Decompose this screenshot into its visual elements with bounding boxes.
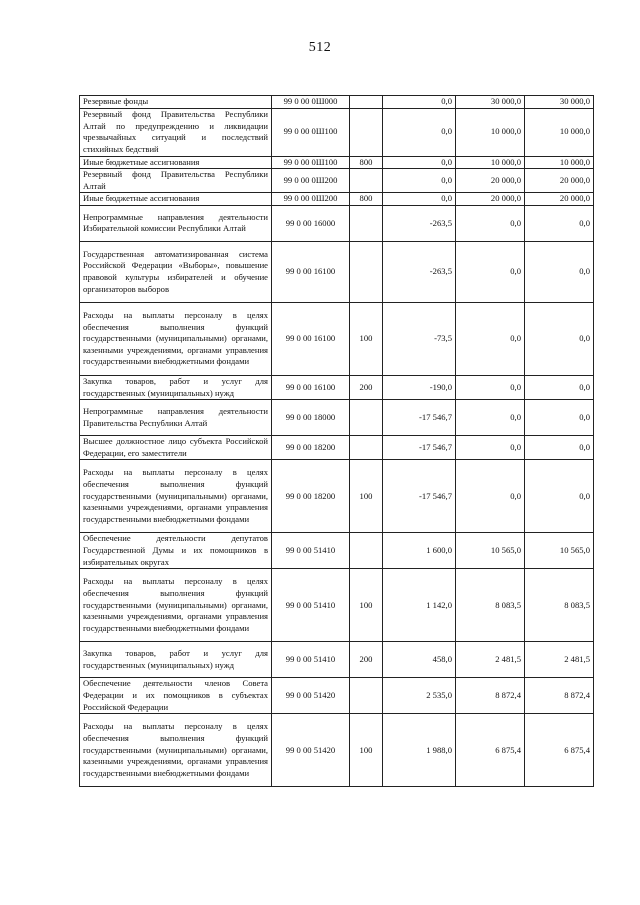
amount-year-2: 20 000,0 <box>456 169 525 193</box>
amount-year-1: -17 546,7 <box>383 436 456 460</box>
row-name-cell: Расходы на выплаты персоналу в целях обеспечения выполнения функций государственными (муниципальными) органами, казенными учреждениями, органами управления государственными внебюджетными фондами <box>80 460 272 533</box>
row-name-cell: Иные бюджетные ассигнования <box>80 193 272 206</box>
amount-year-3: 0,0 <box>525 205 594 241</box>
amount-year-3: 6 875,4 <box>525 714 594 787</box>
amount-year-3: 20 000,0 <box>525 169 594 193</box>
amount-year-2: 0,0 <box>456 400 525 436</box>
amount-year-1: 0,0 <box>383 193 456 206</box>
row-name-cell: Расходы на выплаты персоналу в целях обеспечения выполнения функций государственными (муниципальными) органами, казенными учреждениями, органами управления государственными внебюджетными фондами <box>80 714 272 787</box>
expense-type-code <box>350 241 383 302</box>
row-name-cell: Закупка товаров, работ и услуг для государственных (муниципальных) нужд <box>80 375 272 399</box>
amount-year-1: -17 546,7 <box>383 400 456 436</box>
expense-type-code: 100 <box>350 302 383 375</box>
amount-year-2: 0,0 <box>456 241 525 302</box>
row-name-cell: Государственная автоматизированная система Российской Федерации «Выборы», повышение правовой культуры избирателей и обучение организаторов выборов <box>80 241 272 302</box>
target-article-code: 99 0 00 0Ш200 <box>272 193 350 206</box>
amount-year-1: 0,0 <box>383 169 456 193</box>
amount-year-3: 0,0 <box>525 436 594 460</box>
amount-year-3: 10 000,0 <box>525 108 594 156</box>
amount-year-2: 10 000,0 <box>456 108 525 156</box>
expense-type-code: 200 <box>350 375 383 399</box>
amount-year-3: 0,0 <box>525 302 594 375</box>
budget-table <box>79 95 594 787</box>
row-name-cell: Иные бюджетные ассигнования <box>80 156 272 169</box>
amount-year-2: 10 565,0 <box>456 533 525 569</box>
amount-year-1: 1 600,0 <box>383 533 456 569</box>
amount-year-1: 0,0 <box>383 96 456 109</box>
amount-year-2: 6 875,4 <box>456 714 525 787</box>
table-row <box>80 169 594 193</box>
expense-type-code: 800 <box>350 193 383 206</box>
amount-year-3: 0,0 <box>525 400 594 436</box>
expense-type-code <box>350 205 383 241</box>
target-article-code: 99 0 00 51420 <box>272 678 350 714</box>
target-article-code: 99 0 00 16000 <box>272 205 350 241</box>
amount-year-1: 2 535,0 <box>383 678 456 714</box>
amount-year-2: 30 000,0 <box>456 96 525 109</box>
row-name-cell: Резервные фонды <box>80 96 272 109</box>
amount-year-1: -17 546,7 <box>383 460 456 533</box>
amount-year-1: -190,0 <box>383 375 456 399</box>
expense-type-code: 200 <box>350 642 383 678</box>
expense-type-code: 100 <box>350 569 383 642</box>
table-row <box>80 642 594 678</box>
table-row <box>80 108 594 156</box>
expense-type-code <box>350 108 383 156</box>
amount-year-3: 20 000,0 <box>525 193 594 206</box>
target-article-code: 99 0 00 0Ш100 <box>272 156 350 169</box>
amount-year-1: 0,0 <box>383 156 456 169</box>
table-row <box>80 714 594 787</box>
expense-type-code <box>350 169 383 193</box>
table-row <box>80 156 594 169</box>
amount-year-3: 10 565,0 <box>525 533 594 569</box>
table-row <box>80 678 594 714</box>
expense-type-code: 100 <box>350 714 383 787</box>
row-name-cell: Закупка товаров, работ и услуг для государственных (муниципальных) нужд <box>80 642 272 678</box>
amount-year-1: -73,5 <box>383 302 456 375</box>
target-article-code: 99 0 00 16100 <box>272 302 350 375</box>
table-row <box>80 375 594 399</box>
amount-year-2: 20 000,0 <box>456 193 525 206</box>
row-name-cell: Непрограммные направления деятельности Избирательной комиссии Республики Алтай <box>80 205 272 241</box>
row-name-cell: Непрограммные направления деятельности Правительства Республики Алтай <box>80 400 272 436</box>
page-number: 512 <box>308 40 332 55</box>
amount-year-3: 0,0 <box>525 375 594 399</box>
table-row <box>80 533 594 569</box>
row-name-cell: Высшее должностное лицо субъекта Российской Федерации, его заместители <box>80 436 272 460</box>
row-name-cell: Резервный фонд Правительства Республики Алтай по предупреждению и ликвидации чрезвычайных ситуаций и последствий стихийных бедствий <box>80 108 272 156</box>
row-name-cell: Расходы на выплаты персоналу в целях обеспечения выполнения функций государственными (муниципальными) органами, казенными учреждениями, органами управления государственными внебюджетными фондами <box>80 302 272 375</box>
expense-type-code: 800 <box>350 156 383 169</box>
amount-year-1: -263,5 <box>383 205 456 241</box>
amount-year-2: 10 000,0 <box>456 156 525 169</box>
target-article-code: 99 0 00 51410 <box>272 569 350 642</box>
row-name-cell: Обеспечение деятельности членов Совета Федерации и их помощников в субъектах Российской Федерации <box>80 678 272 714</box>
amount-year-2: 0,0 <box>456 375 525 399</box>
table-row <box>80 205 594 241</box>
amount-year-3: 8 083,5 <box>525 569 594 642</box>
table-row <box>80 193 594 206</box>
amount-year-1: 1 142,0 <box>383 569 456 642</box>
target-article-code: 99 0 00 0Ш200 <box>272 169 350 193</box>
expense-type-code <box>350 436 383 460</box>
target-article-code: 99 0 00 16100 <box>272 375 350 399</box>
amount-year-2: 8 083,5 <box>456 569 525 642</box>
target-article-code: 99 0 00 18200 <box>272 460 350 533</box>
table-row <box>80 400 594 436</box>
row-name-cell: Резервный фонд Правительства Республики Алтай <box>80 169 272 193</box>
amount-year-2: 0,0 <box>456 302 525 375</box>
target-article-code: 99 0 00 0Ш100 <box>272 108 350 156</box>
amount-year-3: 8 872,4 <box>525 678 594 714</box>
expense-type-code <box>350 96 383 109</box>
target-article-code: 99 0 00 16100 <box>272 241 350 302</box>
target-article-code: 99 0 00 0Ш000 <box>272 96 350 109</box>
expense-type-code <box>350 678 383 714</box>
amount-year-2: 2 481,5 <box>456 642 525 678</box>
target-article-code: 99 0 00 51410 <box>272 642 350 678</box>
expense-type-code: 100 <box>350 460 383 533</box>
table-row <box>80 96 594 109</box>
target-article-code: 99 0 00 18000 <box>272 400 350 436</box>
amount-year-1: 458,0 <box>383 642 456 678</box>
amount-year-3: 10 000,0 <box>525 156 594 169</box>
row-name-cell: Обеспечение деятельности депутатов Государственной Думы и их помощников в избирательных округах <box>80 533 272 569</box>
amount-year-2: 0,0 <box>456 205 525 241</box>
target-article-code: 99 0 00 51410 <box>272 533 350 569</box>
table-row <box>80 436 594 460</box>
amount-year-3: 30 000,0 <box>525 96 594 109</box>
amount-year-1: -263,5 <box>383 241 456 302</box>
budget-table-body <box>80 96 594 787</box>
expense-type-code <box>350 400 383 436</box>
amount-year-3: 0,0 <box>525 241 594 302</box>
amount-year-2: 0,0 <box>456 436 525 460</box>
expense-type-code <box>350 533 383 569</box>
table-row <box>80 569 594 642</box>
amount-year-2: 0,0 <box>456 460 525 533</box>
amount-year-1: 0,0 <box>383 108 456 156</box>
amount-year-3: 2 481,5 <box>525 642 594 678</box>
amount-year-2: 8 872,4 <box>456 678 525 714</box>
amount-year-1: 1 988,0 <box>383 714 456 787</box>
table-row <box>80 302 594 375</box>
amount-year-3: 0,0 <box>525 460 594 533</box>
row-name-cell: Расходы на выплаты персоналу в целях обеспечения выполнения функций государственными (муниципальными) органами, казенными учреждениями, органами управления государственными внебюджетными фондами <box>80 569 272 642</box>
target-article-code: 99 0 00 51420 <box>272 714 350 787</box>
table-row <box>80 241 594 302</box>
target-article-code: 99 0 00 18200 <box>272 436 350 460</box>
table-row <box>80 460 594 533</box>
